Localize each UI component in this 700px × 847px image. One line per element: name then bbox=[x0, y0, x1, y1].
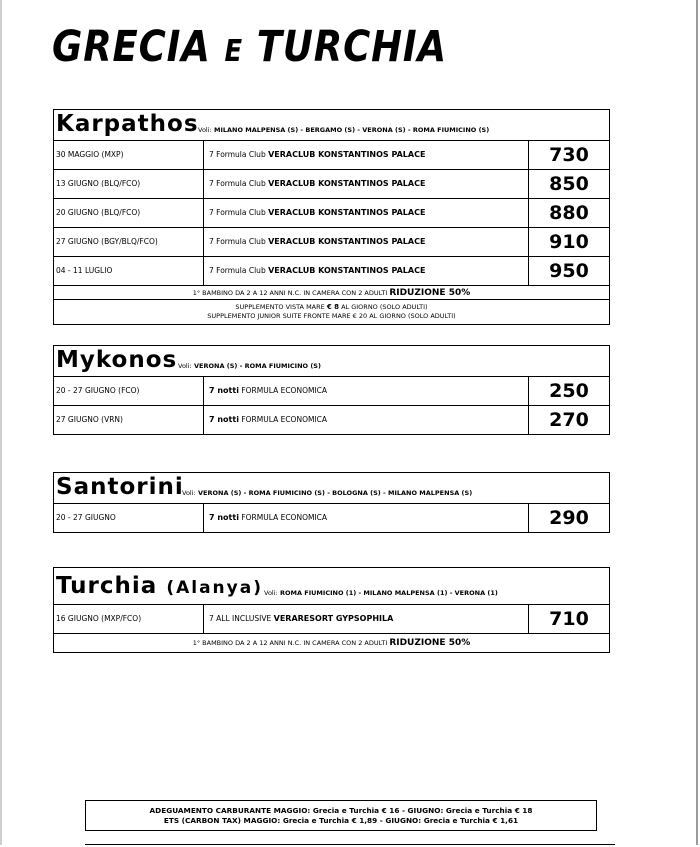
table-row bbox=[54, 406, 609, 434]
section-turchia bbox=[53, 567, 610, 653]
child-note-text: 1° BAMBINO DA 2 A 12 ANNI N.C. IN CAMERA CON 2 ADULTI bbox=[192, 639, 388, 647]
nights: 7 notti bbox=[209, 386, 239, 395]
nights: 7 notti bbox=[209, 513, 239, 522]
package-desc bbox=[204, 377, 529, 405]
page-title bbox=[52, 22, 447, 72]
hotel: VERACLUB KONSTANTINOS PALACE bbox=[268, 237, 426, 246]
destination-name: Santorini bbox=[56, 474, 184, 500]
flights-list: MILANO MALPENSA (S) - BERGAMO (S) - VERONA (S) - ROMA FIUMICINO (S) bbox=[214, 126, 490, 134]
child-discount: RIDUZIONE 50% bbox=[389, 638, 471, 648]
departure-date: 27 GIUGNO (BGY/BLQ/FCO) bbox=[54, 228, 204, 256]
price: 250 bbox=[549, 380, 589, 402]
package-desc bbox=[204, 605, 529, 633]
hotel: FORMULA ECONOMICA bbox=[241, 386, 328, 395]
table-row bbox=[54, 141, 609, 170]
departure-date: 13 GIUGNO (BLQ/FCO) bbox=[54, 170, 204, 198]
destination-name: Karpathos bbox=[56, 111, 199, 137]
carbon-tax-line: ETS (CARBON TAX) MAGGIO: Grecia e Turchia € 1,89 - GIUGNO: Grecia e Turchia € 1,61 bbox=[163, 816, 519, 825]
table-row bbox=[54, 504, 609, 532]
flights-info bbox=[178, 362, 321, 370]
rows bbox=[54, 605, 609, 633]
title-turchia: TURCHIA bbox=[256, 22, 447, 72]
bottom-rule bbox=[85, 844, 615, 845]
departure-date: 20 - 27 GIUGNO bbox=[54, 504, 204, 532]
flights-label: Voli: bbox=[198, 126, 212, 134]
table-row bbox=[54, 377, 609, 406]
package-desc bbox=[204, 228, 529, 256]
destination-name-text: Turchia bbox=[56, 573, 158, 599]
rows bbox=[54, 377, 609, 434]
price: 880 bbox=[549, 202, 589, 224]
child-discount-note bbox=[54, 285, 609, 299]
rows bbox=[54, 504, 609, 532]
departure-date: 30 MAGGIO (MXP) bbox=[54, 141, 204, 169]
destination-name: Mykonos bbox=[56, 347, 178, 373]
departure-date: 04 - 11 LUGLIO bbox=[54, 257, 204, 285]
price: 290 bbox=[549, 507, 589, 529]
nights: 7 Formula Club bbox=[209, 179, 266, 188]
price: 730 bbox=[549, 144, 589, 166]
price: 270 bbox=[549, 409, 589, 431]
flights-list: ROMA FIUMICINO (1) - MILANO MALPENSA (1) - VERONA (1) bbox=[280, 589, 498, 597]
nights: 7 Formula Club bbox=[209, 266, 266, 275]
flights-info bbox=[198, 126, 489, 134]
section-header bbox=[54, 568, 609, 605]
hotel: FORMULA ECONOMICA bbox=[241, 513, 328, 522]
hotel: VERARESORT GYPSOPHILA bbox=[273, 614, 394, 623]
table-row bbox=[54, 605, 609, 633]
table-row bbox=[54, 199, 609, 228]
rows bbox=[54, 141, 609, 285]
departure-date: 20 - 27 GIUGNO (FCO) bbox=[54, 377, 204, 405]
fuel-surcharge-box bbox=[85, 800, 597, 831]
supplements-note bbox=[54, 299, 609, 324]
section-header bbox=[54, 473, 609, 504]
nights: 7 Formula Club bbox=[209, 150, 266, 159]
table-row bbox=[54, 228, 609, 257]
title-grecia: GRECIA bbox=[52, 22, 211, 72]
supplement-sea-view-pre: SUPPLEMENTO VISTA MARE bbox=[235, 303, 325, 311]
departure-date: 20 GIUGNO (BLQ/FCO) bbox=[54, 199, 204, 227]
child-note-text: 1° BAMBINO DA 2 A 12 ANNI N.C. IN CAMERA CON 2 ADULTI bbox=[192, 289, 388, 297]
hotel: VERACLUB KONSTANTINOS PALACE bbox=[268, 266, 426, 275]
section-mykonos bbox=[53, 345, 610, 435]
destination-name bbox=[56, 573, 263, 599]
departure-date: 16 GIUGNO (MXP/FCO) bbox=[54, 605, 204, 633]
hotel: FORMULA ECONOMICA bbox=[241, 415, 328, 424]
table-row bbox=[54, 257, 609, 285]
nights: 7 notti bbox=[209, 415, 239, 424]
flights-label: Voli: bbox=[182, 489, 196, 497]
title-conjunction: E bbox=[224, 34, 244, 69]
table-row bbox=[54, 170, 609, 199]
section-santorini bbox=[53, 472, 610, 533]
hotel: VERACLUB KONSTANTINOS PALACE bbox=[268, 150, 426, 159]
departure-date: 27 GIUGNO (VRN) bbox=[54, 406, 204, 434]
flights-list: VERONA (S) - ROMA FIUMICINO (S) bbox=[194, 362, 321, 370]
hotel: VERACLUB KONSTANTINOS PALACE bbox=[268, 208, 426, 217]
child-discount: RIDUZIONE 50% bbox=[389, 288, 471, 298]
hotel: VERACLUB KONSTANTINOS PALACE bbox=[268, 179, 426, 188]
supplement-sea-view-amount: € 8 bbox=[326, 303, 340, 311]
child-discount-note bbox=[54, 633, 609, 652]
flights-label: Voli: bbox=[178, 362, 192, 370]
fuel-surcharge-line: ADEGUAMENTO CARBURANTE MAGGIO: Grecia e Turchia € 16 - GIUGNO: Grecia e Turchia € 18 bbox=[149, 806, 533, 815]
section-header bbox=[54, 346, 609, 377]
section-karpathos bbox=[53, 109, 610, 325]
flights-label: Voli: bbox=[264, 589, 278, 597]
nights: 7 Formula Club bbox=[209, 237, 266, 246]
package-desc bbox=[204, 257, 529, 285]
supplement-junior-suite: SUPPLEMENTO JUNIOR SUITE FRONTE MARE € 20 AL GIORNO (SOLO ADULTI) bbox=[207, 312, 456, 320]
destination-subname: (Alanya) bbox=[166, 578, 263, 598]
supplement-sea-view-post: AL GIORNO (SOLO ADULTI) bbox=[341, 303, 428, 311]
package-desc bbox=[204, 406, 529, 434]
nights: 7 ALL INCLUSIVE bbox=[209, 614, 272, 623]
supplement-sea-view bbox=[54, 303, 609, 312]
package-desc bbox=[204, 199, 529, 227]
flights-list: VERONA (S) - ROMA FIUMICINO (S) - BOLOGNA (S) - MILANO MALPENSA (S) bbox=[198, 489, 473, 497]
price: 850 bbox=[549, 173, 589, 195]
package-desc bbox=[204, 170, 529, 198]
package-desc bbox=[204, 504, 529, 532]
nights: 7 Formula Club bbox=[209, 208, 266, 217]
price: 710 bbox=[549, 608, 589, 630]
flights-info bbox=[264, 589, 498, 597]
price: 910 bbox=[549, 231, 589, 253]
flights-info bbox=[182, 489, 472, 497]
price: 950 bbox=[549, 260, 589, 282]
section-header bbox=[54, 110, 609, 141]
package-desc bbox=[204, 141, 529, 169]
